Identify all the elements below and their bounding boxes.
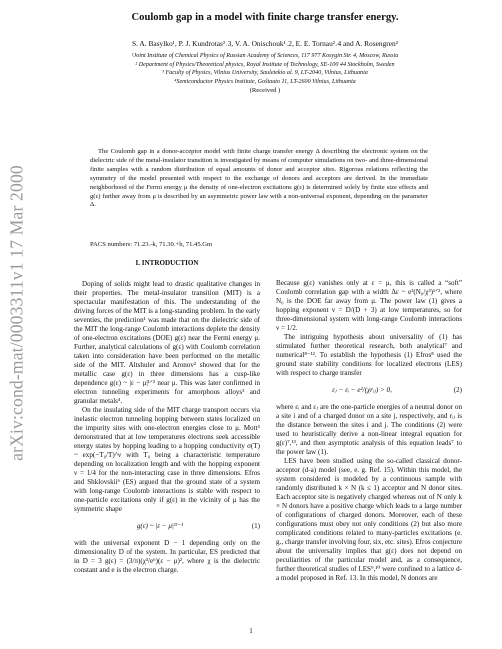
- pacs-numbers: PACS numbers: 71.23.-k, 71.30.+h, 71.45.Gm: [90, 241, 213, 248]
- right-column: [276, 279, 462, 583]
- equation-1: [74, 522, 260, 531]
- affiliation-2: ² Department of Physics/Theoretical physics, Royal Institute of Technology, SE-100 44 Stockholm, Sweden: [135, 61, 395, 68]
- equation-2-number: (2): [453, 386, 462, 394]
- affiliation-1: ¹Joint Institute of Chemical Physics of Russian Academy of Sciences, 117 977 Kosygin Str. 4, Moscow, Russia: [131, 53, 399, 59]
- intro-paragraph-7: LES have been studied using the so-called classical donor-acceptor (d-a) model (see, e. g. Ref. 15). Within this model, the system considered is modeled by a continuous sample with randomly distributed k × N (k ≤ 1) acceptor and N donor sites. Each acceptor site is negatively charged whereas out of N only k × N donors have a positive charge which leads to a large number of configurations of charged donors. Moreover, each of these configurations must obey not only conditions (2) but also more complicated conditions related to many-particles excitations (e. g., charge transfer involving four, six, etc. sites). Efros conjecture about the universality implies that g(ε) does not depend on peculiarities of the particular model and, as a consequence, further theoretical studies of LES⁹,¹⁰ were confined to a lattice d-a model proposed in Ref. 13. In this model, N donors are: [276, 457, 462, 582]
- paper-title: Coulomb gap in a model with finite charge transfer energy.: [131, 12, 399, 23]
- affiliation-4: ⁴Semiconductor Physics Institute, Goštauto 11, LT-2600 Vilnius, Lithuania: [174, 78, 356, 85]
- intro-paragraph-5: The intriguing hypothesis about universality of (1) has stimulated further theoretical research, both analytical⁷ and numerical⁸⁻¹². To establish the hypothesis (1) Efros⁸ used the ground state stability conditions for localized electrons (LES) with respect to charge transfer: [276, 333, 462, 377]
- intro-paragraph-2: On the insulating side of the MIT charge transport occurs via inelastic electron tunneling hopping between states localized on the impurity sites with one-electron energies close to μ. Mott⁵ demonstrated that at low temperatures electrons seek accessible energy states by hopping leading to a hopping conductivity σ(T) ~ exp(−T₀/T)^ν with T₀ being a characteristic temperature depending on localization length and with the hopping exponent ν = 1/4 for the non-interacting case in three dimensions. Efros and Shklovskii⁶ (ES) argued that the ground state of a system with long-range Coulomb interactions is stable with respect to one-particle excitations only if g(ε) in the vicinity of μ has the symmetric shape: [74, 406, 260, 513]
- author-list: S. A. Basylko¹, P. J. Kundrotas²˒3, V. A. Onischouk¹˒2, E. E. Tornau²˒4 and A. Rosengren²: [132, 39, 398, 48]
- abstract: The Coulomb gap in a donor-acceptor model with finite charge transfer energy Δ describing the electronic system on the dielectric side of the metal-insulator transition is investigated by means of computer simulations on two- and three-dimensional finite samples with a random distribution of equal amounts of donor and acceptor sites. Rigorous relations reflecting the symmetry of the model presented with respect to the exchange of donors and acceptors are derived. In the immediate neighborhood of the Fermi energy μ the density of one-electron excitations g(ε) is determined solely by finite size effects and g(ε) further away from μ is described by an asymmetric power law with a non-universal exponent, depending on the parameter Δ.: [90, 148, 428, 209]
- page-number: 1: [249, 627, 253, 635]
- left-column: [74, 259, 260, 575]
- intro-paragraph-1: Doping of solids might lead to drastic qualitative changes in their properties. The metal-insulator transition (MIT) is a spectacular manifestation of this. The understanding of the driving forces of the MIT is a long-standing problem. In the early seventies, the prediction¹ was made that on the dielectric side of the MIT the long-range Coulomb interactions deplete the density of one-electron excitations (DOE) g(ε) near the Fermi energy μ. Further, analytical calculations of g(ε) with Coulomb correlation taken into consideration have been performed on the metallic side of the MIT. Altshuler and Aronov² showed that for the metallic case g(ε) in three dimensions has a cusp-like dependence g(ε) ~ |ε − μ|¹ᐟ² near μ. This was later confirmed in electron tunneling experiments for amorphous alloys³ and granular metals⁴.: [74, 280, 260, 405]
- received-date: (Received ): [249, 87, 281, 95]
- section-heading-introduction: I. INTRODUCTION: [135, 259, 199, 267]
- equation-1-number: (1): [251, 522, 260, 530]
- intro-paragraph-6: where εᵢ and εⱼ are the one-particle energies of a neutral donor on a site i and of a charged donor on a site j, respectively, and rᵢⱼ is the distance between the sites i and j. The conditions (2) were used to heuristically derive a non-linear integral equation for g(ε)⁷,¹³, and then asymptotic analysis of this equation leads⁷ to the power law (1).: [276, 403, 462, 456]
- equation-1-formula: g(ε) ~ |ε − μ|ᴰ⁻¹: [136, 522, 184, 530]
- equation-2-formula: εⱼ − εᵢ − e²/(χrᵢⱼ) > 0,: [332, 386, 392, 394]
- paper-header: [40, 12, 490, 94]
- affiliation-3: ³ Faculty of Physics, Vilnius University, Sauletekio al. 9, LT-2040, Vilnius, Lithuania: [162, 70, 368, 77]
- intro-paragraph-3: with the universal exponent D − 1 depending only on the dimensionality D of the system. In particular, ES predicted that in D = 3 g(ε) = (3/π)(χ³/e⁶)(ε − μ)², where χ is the dielectric constant and e is the electron charge.: [74, 539, 260, 574]
- intro-paragraph-4: Because g(ε) vanishes only at ε = μ, this is called a “soft” Coulomb correlation gap with a width Δε ~ e³(N₀/χ³)¹ᐟ², where N₀ is the DOE far away from μ. The power law (1) gives a hopping exponent ν = D/(D + 3) at low temperatures, so for three-dimensional system with long-range Coulomb interactions ν = 1/2.: [276, 279, 462, 332]
- arxiv-identifier-text: arXiv:cond-mat/0003311v1 17 Mar 2000: [6, 165, 27, 461]
- equation-2: [276, 386, 462, 395]
- arxiv-identifier-stamp: [6, 148, 28, 478]
